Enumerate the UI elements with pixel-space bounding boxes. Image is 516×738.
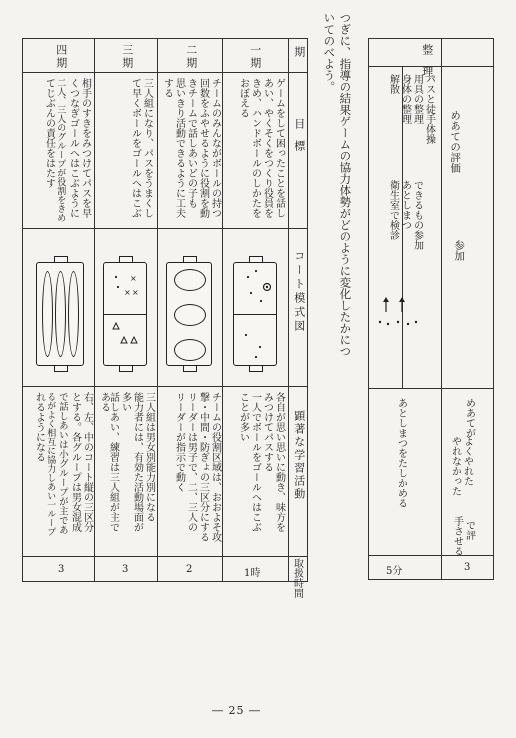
page-number: ― 25 ― — [212, 704, 261, 717]
header-activity: 顕著な学習活動 — [292, 410, 306, 501]
svg-text:×: × — [124, 288, 131, 297]
period-1-activity-4: ことが多い — [237, 392, 249, 442]
period-2-activity-2: 撃・中間・防ぎょの三区分にする — [197, 392, 209, 542]
period-4-label: 四期 — [54, 44, 68, 70]
period-3-goal-2: て早くボールをゴールへはこぶ — [129, 78, 141, 218]
period-1-court-diagram — [233, 262, 277, 366]
header-goal: 目 標 — [292, 118, 306, 151]
period-2-goal-1: チームのみんながボールの持つ — [209, 78, 221, 218]
period-2-activity-1: チームの役割区域は、おおよそ攻 — [209, 392, 221, 542]
period-3-court-diagram — [103, 262, 147, 366]
period-1-goal-1: ゲームをして困ったことを話し — [273, 78, 285, 218]
period-1-activity-3: 一人でボールをゴールへはこぶ — [249, 392, 261, 532]
eval-activity-4: で評 — [463, 520, 475, 540]
seiri-arrows-diagram — [374, 296, 424, 330]
period-2-label: 二期 — [184, 44, 198, 70]
period-2-court-diagram — [166, 262, 212, 366]
right-table-header-evaluation: めあての評価 — [449, 110, 462, 173]
period-2-time: 2 — [186, 564, 193, 575]
period-2-activity-4: リーダーが指示で動く — [173, 392, 185, 492]
eval-activity-3: やれなかった — [449, 436, 461, 496]
seiri-part-line-3: 衛生室で検診 — [387, 180, 399, 240]
period-1-label: 一期 — [248, 44, 262, 70]
eval-activity-5: 手させる — [451, 516, 463, 556]
period-4-activity-3: で話しあいは小グループが主であ — [56, 392, 68, 535]
header-court: コート模式図 — [292, 250, 306, 334]
period-2-goal-3: きチームで話しあいどの子も — [185, 78, 197, 208]
seiri-label: 整 理 — [420, 44, 434, 77]
seiri-eval-line-4: 解散 — [387, 74, 399, 94]
period-2-activity-3: リーダーは男子で、二、三人の — [185, 392, 197, 532]
intro-line-1: つぎに、指導の結果ゲームの協力体勢がどのように変化したかにつ — [338, 12, 353, 357]
eval-activity-2: よくやれた — [461, 436, 473, 486]
seiri-activity: あとしまつをたしかめる — [395, 398, 407, 508]
right-table-header-participation: 参加 — [453, 240, 466, 261]
eval-time: 3 — [464, 562, 471, 573]
period-3-activity-3: 多い — [119, 392, 131, 412]
period-4-goal-2: くつなぎゴールへはこぶように — [67, 78, 79, 218]
seiri-eval-line-1: パスと徒手体操 — [423, 74, 435, 144]
period-1-activity-2: みつけてパスする — [261, 392, 273, 472]
period-1-goal-3: きめ、ハンドボールのしかたを — [249, 78, 261, 218]
period-3-label: 三期 — [120, 44, 134, 70]
eval-activity-1: めあてが — [463, 398, 475, 438]
period-4-court-diagram — [36, 262, 84, 366]
period-4-time: 3 — [58, 564, 65, 575]
intro-line-2: いてのべよう。 — [322, 12, 337, 93]
period-4-goal-4: てじぶんの責任をはたす — [43, 78, 55, 188]
period-2-goal-2: 回数をふやせるように役割を動 — [197, 78, 209, 218]
period-4-activity-5: れるようになる — [33, 392, 45, 462]
period-3-activity-2: 能力者には、有効た活動場面が — [131, 392, 143, 532]
period-1-goal-2: あい、やくそくをつくり役員を — [261, 78, 273, 218]
period-4-goal-1: 相手のすきをみつけてパスを早 — [79, 78, 91, 218]
seiri-time: 5分 — [386, 566, 403, 577]
period-4-activity-4: るがよく相互に協力しあい一ループ — [45, 392, 56, 536]
period-1-activity-1: 各自が思い思いに動き、味方を — [273, 392, 285, 532]
header-period: 期 — [292, 46, 306, 57]
period-4-activity-1: 右、左、中のコート縦の三区分 — [81, 392, 93, 532]
period-4-goal-3: 二人、三人のグループが役割をきめ — [55, 78, 66, 222]
period-2-goal-5: する — [161, 78, 173, 98]
seiri-eval-line-2: 用具の整理 — [411, 74, 423, 124]
seiri-part-line-1: できるもの参加 — [411, 180, 423, 250]
period-3-activity-4: 話しあい、練習は三人組が主で — [107, 392, 119, 532]
seiri-eval-line-3: 身体の整理 — [399, 74, 411, 124]
header-time: 取扱時間 — [291, 558, 303, 598]
period-3-activity-1: 三人組は男女別能力別になる — [143, 392, 155, 522]
period-1-goal-4: おぼえる — [237, 78, 249, 118]
period-4-activity-2: とする。各グループは男女混成 — [69, 392, 81, 532]
period-3-goal-1: 三人組になり、パスをうまくし — [141, 78, 153, 218]
svg-text:×: × — [132, 288, 139, 297]
period-3-time: 3 — [122, 564, 129, 575]
period-1-time: 1時 — [244, 568, 261, 579]
svg-text:×: × — [130, 274, 137, 283]
period-3-activity-5: ある — [98, 392, 110, 412]
seiri-part-line-2: あとしまつ — [399, 180, 411, 230]
period-2-goal-4: 思いきり活動できるように工夫 — [173, 78, 185, 218]
